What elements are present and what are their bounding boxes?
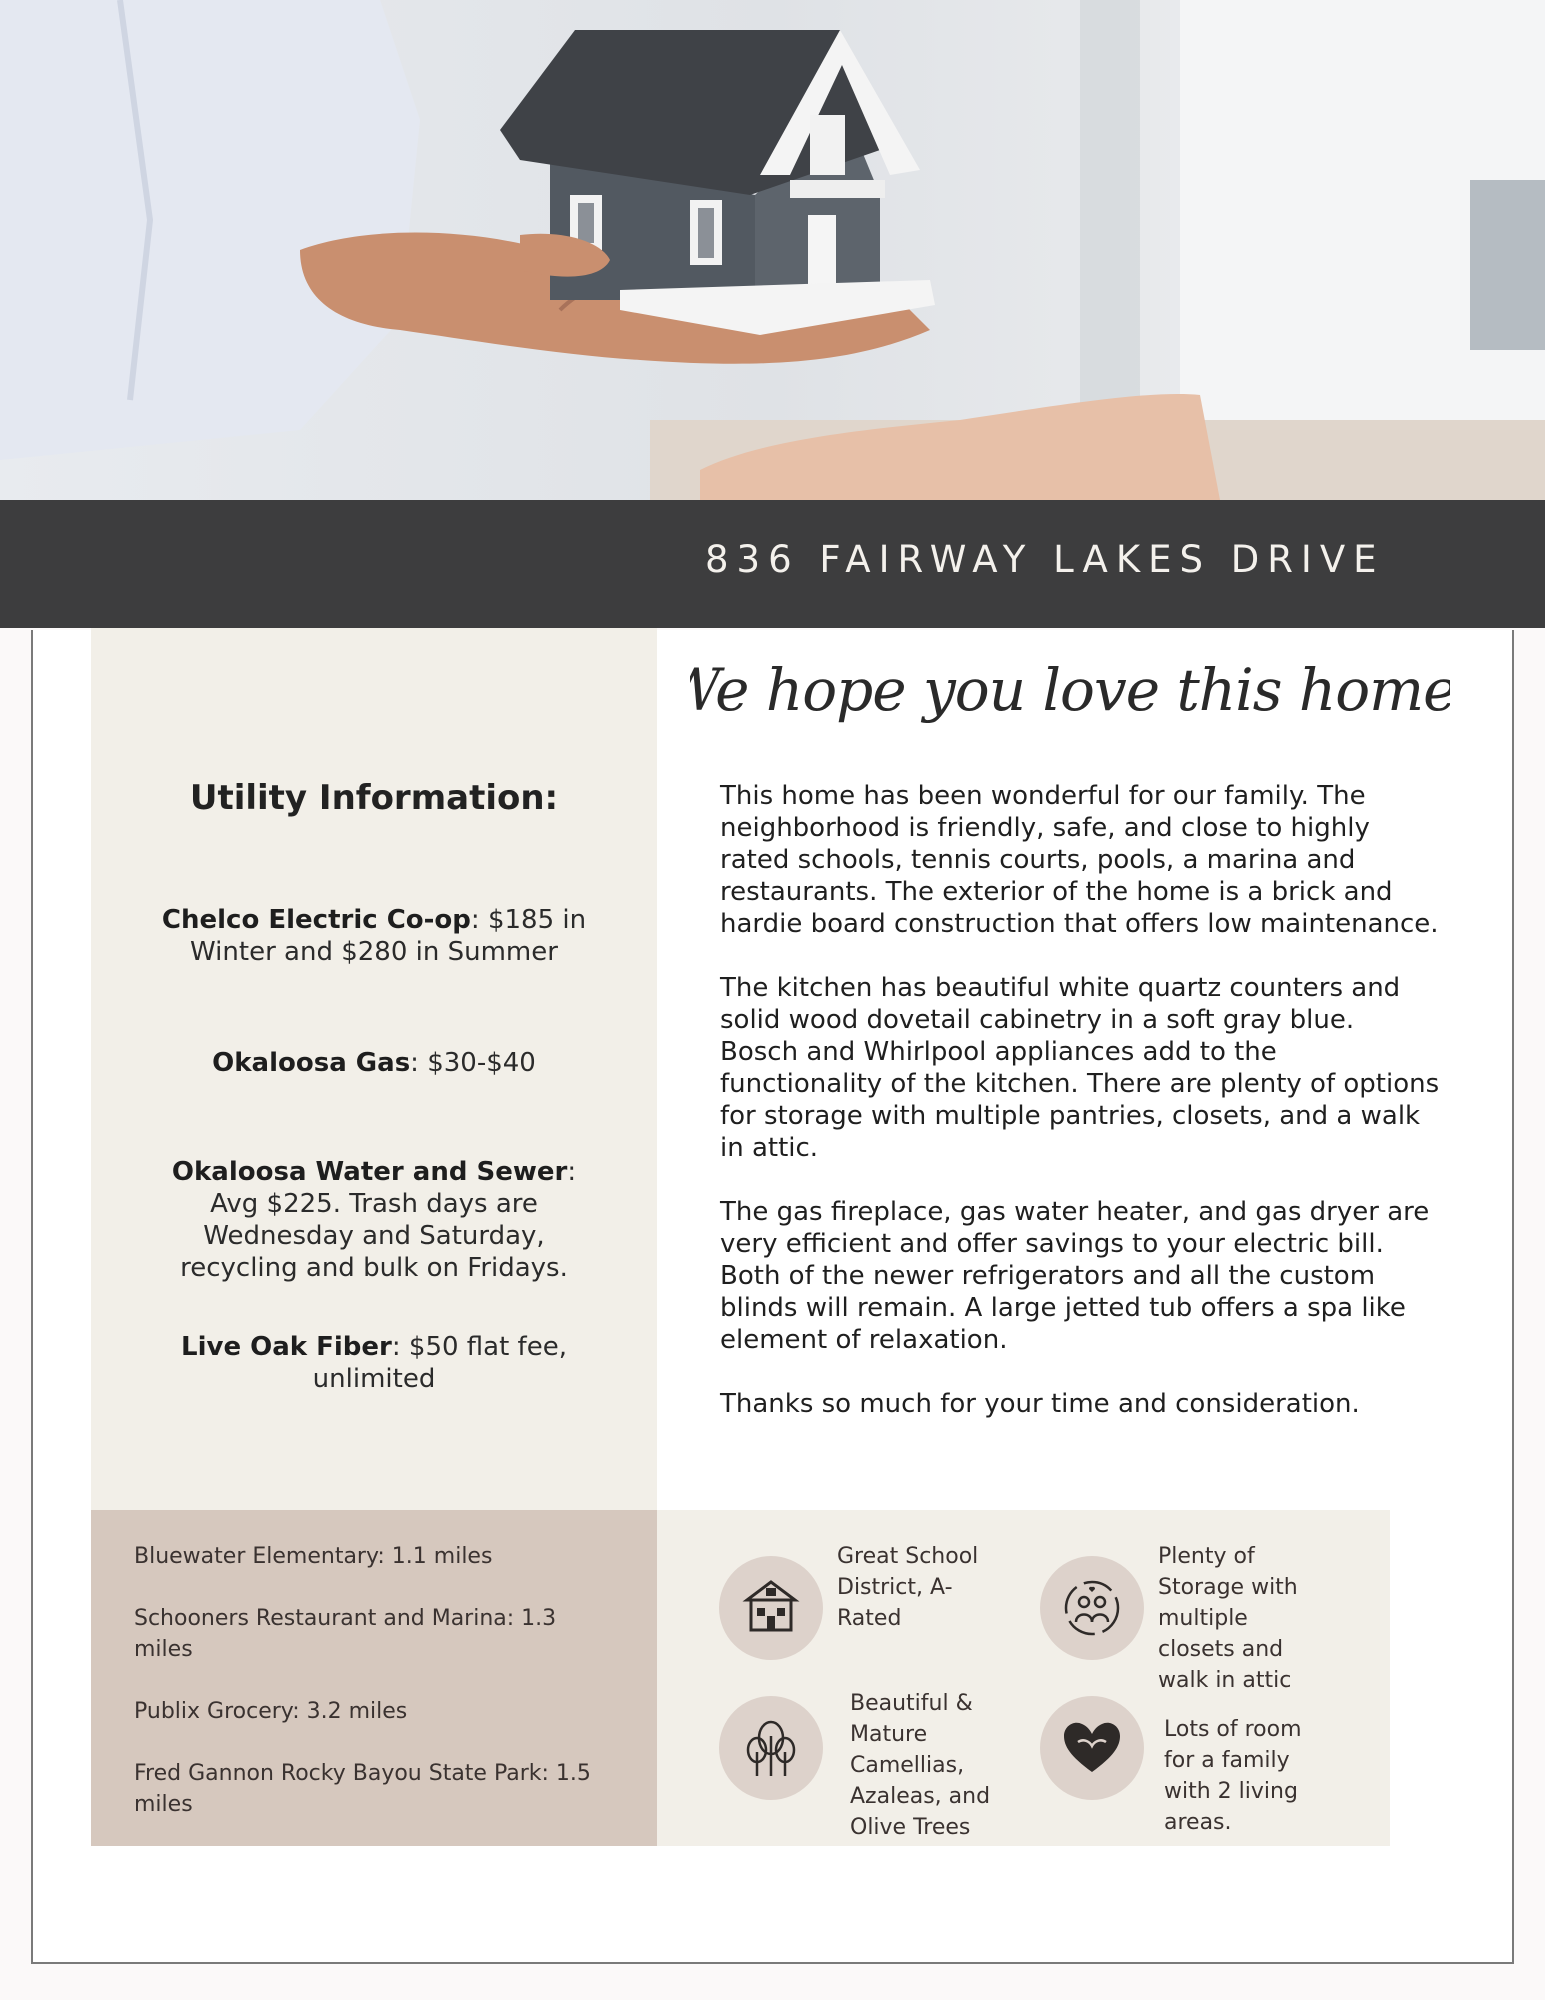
heart-hands-icon — [1040, 1696, 1144, 1800]
utility-item-electric — [151, 904, 597, 968]
description — [720, 780, 1440, 1452]
description-paragraph: Thanks so much for your time and consideration. — [720, 1389, 1360, 1419]
school-building-icon — [719, 1556, 823, 1660]
utility-name: Okaloosa Water and Sewer — [171, 1157, 568, 1187]
features-panel — [657, 1510, 1390, 1846]
utility-item-internet — [151, 1331, 597, 1395]
feature-label: Beautiful & Mature Camellias, Azaleas, and Olive Trees — [850, 1691, 991, 1840]
utility-name: Okaloosa Gas — [212, 1048, 411, 1078]
feature-label: Lots of room for a family with 2 living areas. — [1164, 1717, 1302, 1835]
address-banner — [0, 500, 1545, 628]
description-paragraph: The gas fireplace, gas water heater, and gas dryer are very efficient and offer savings to your electric bill. Both of the newer refrigerators and all the custom blinds will remain. A large jetted tub offers a spa like element of relaxation. — [720, 1197, 1430, 1355]
script-heading-text: We hope you love this home! — [690, 656, 1450, 724]
description-paragraph: The kitchen has beautiful white quartz counters and solid wood dovetail cabinetry in a soft gray blue. Bosch and Whirlpool appliances add to the functionality of the kitchen. There are plenty of options for storage with multiple pantries, closets, and a walk in attic. — [720, 973, 1440, 1163]
distance-item: Publix Grocery: 3.2 miles — [134, 1699, 408, 1724]
tree-icon — [719, 1696, 823, 1800]
utility-title: Utility Information: — [189, 778, 559, 818]
utility-name: Live Oak Fiber — [181, 1332, 392, 1362]
distance-item: Bluewater Elementary: 1.1 miles — [134, 1544, 493, 1569]
utility-detail: : $185 in Winter and $280 in Summer — [190, 905, 587, 967]
family-storage-icon — [1040, 1556, 1144, 1660]
address-title: 836 FAIRWAY LAKES DRIVE — [705, 538, 1385, 581]
utility-detail: : Avg $225. Trash days are Wednesday and Saturday, recycling and bulk on Fridays. — [180, 1157, 577, 1283]
utility-item-water — [151, 1156, 597, 1284]
distance-item: Schooners Restaurant and Marina: 1.3 miles — [134, 1606, 557, 1662]
hero-photo — [0, 0, 1545, 500]
utility-detail: : $30-$40 — [410, 1048, 536, 1078]
distance-item: Fred Gannon Rocky Bayou State Park: 1.5 miles — [134, 1761, 591, 1817]
utility-panel — [91, 628, 657, 1510]
description-paragraph: This home has been wonderful for our family. The neighborhood is friendly, safe, and close to highly rated schools, tennis courts, pools, a marina and restaurants. The exterior of the home is a brick and hardie board construction that offers low maintenance. — [720, 781, 1439, 939]
utility-name: Chelco Electric Co-op — [161, 905, 471, 935]
script-heading — [690, 630, 1450, 750]
distances-panel — [91, 1510, 657, 1846]
utility-detail: : $50 flat fee, unlimited — [312, 1332, 567, 1394]
feature-label: Plenty of Storage with multiple closets and walk in attic — [1158, 1544, 1298, 1693]
utility-item-gas — [151, 1047, 597, 1079]
feature-label: Great School District, A-Rated — [837, 1544, 979, 1631]
